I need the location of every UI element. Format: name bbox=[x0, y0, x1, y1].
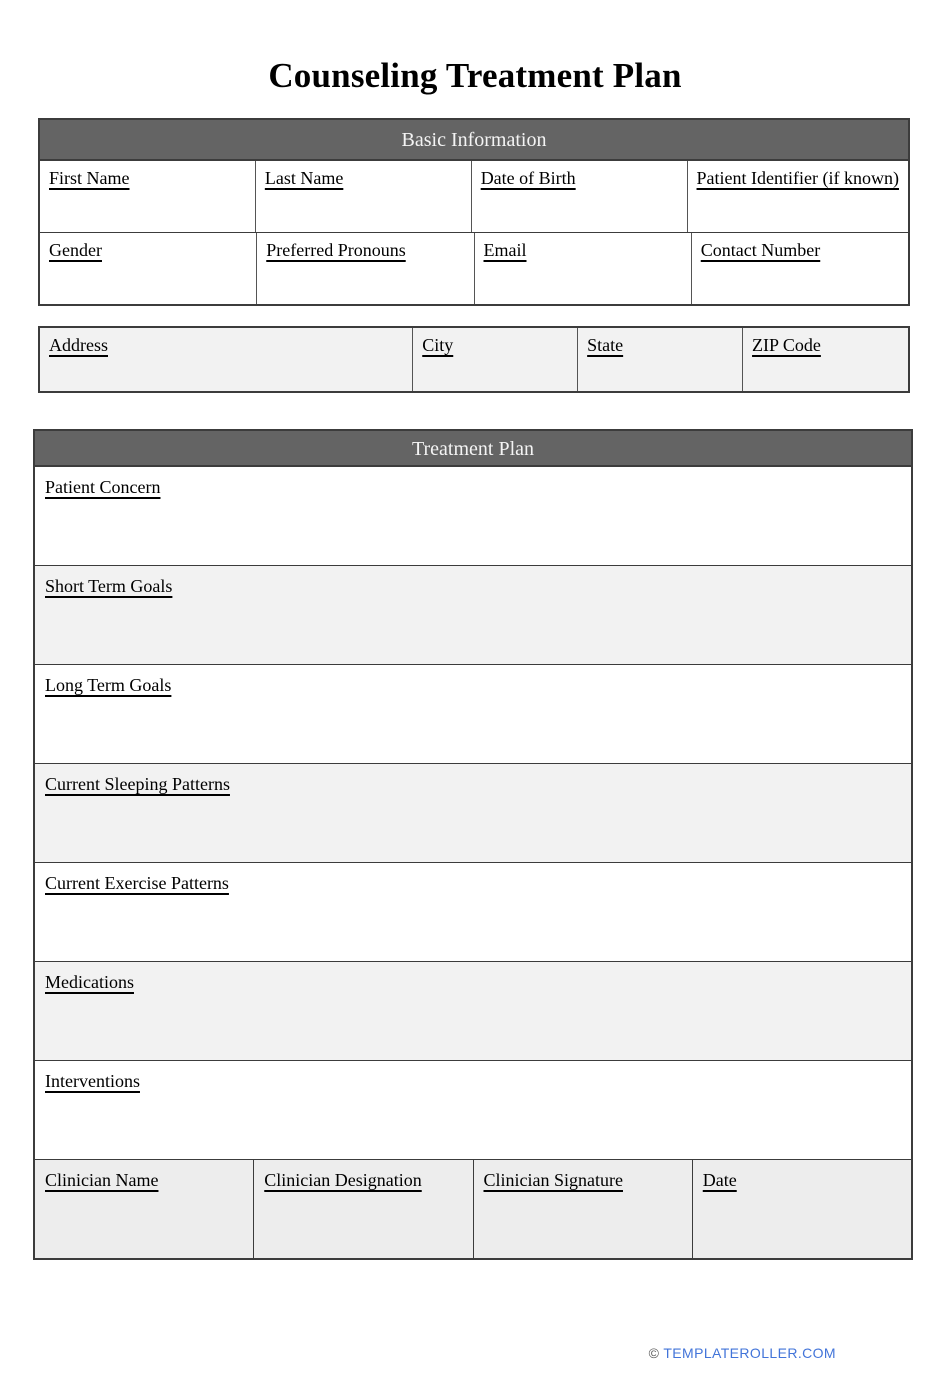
field-date-of-birth[interactable] bbox=[472, 161, 688, 232]
field-patient-concern[interactable] bbox=[35, 467, 911, 566]
copyright-symbol: © bbox=[648, 1345, 660, 1361]
treatment-plan-header: Treatment Plan bbox=[35, 431, 911, 467]
field-zip-code-label: ZIP Code bbox=[752, 335, 821, 355]
field-state-label: State bbox=[587, 335, 624, 355]
field-address[interactable] bbox=[40, 328, 413, 391]
field-gender-label: Gender bbox=[49, 240, 102, 260]
field-city[interactable] bbox=[413, 328, 578, 391]
field-clinician-signature[interactable] bbox=[474, 1160, 693, 1258]
field-last-name[interactable] bbox=[256, 161, 472, 232]
field-zip-code[interactable] bbox=[743, 328, 908, 391]
address-row bbox=[40, 328, 908, 391]
field-date-of-birth-label: Date of Birth bbox=[480, 168, 576, 188]
field-current-sleeping-patterns-label: Current Sleeping Patterns bbox=[45, 774, 230, 794]
field-address-label: Address bbox=[49, 335, 108, 355]
templateroller-link[interactable]: TEMPLATEROLLER.COM bbox=[663, 1345, 836, 1361]
field-patient-concern-label: Patient Concern bbox=[45, 477, 161, 497]
field-preferred-pronouns[interactable] bbox=[257, 233, 474, 304]
field-gender[interactable] bbox=[40, 233, 257, 304]
field-first-name[interactable] bbox=[40, 161, 256, 232]
basic-info-row-2 bbox=[40, 233, 908, 304]
field-current-exercise-patterns[interactable] bbox=[35, 863, 911, 962]
field-clinician-name[interactable] bbox=[35, 1160, 254, 1258]
field-contact-number[interactable] bbox=[692, 233, 908, 304]
field-long-term-goals-label: Long Term Goals bbox=[45, 675, 172, 695]
clinician-row bbox=[35, 1160, 911, 1258]
field-last-name-label: Last Name bbox=[264, 168, 344, 188]
basic-info-row-1 bbox=[40, 161, 908, 233]
footer bbox=[649, 1345, 836, 1361]
field-patient-identifier-label: Patient Identifier (if known) bbox=[696, 168, 899, 188]
field-clinician-designation-label: Clinician Designation bbox=[264, 1170, 422, 1190]
field-medications-label: Medications bbox=[45, 972, 134, 992]
address-table bbox=[38, 326, 910, 393]
field-clinician-designation[interactable] bbox=[254, 1160, 473, 1258]
field-first-name-label: First Name bbox=[49, 168, 130, 188]
field-preferred-pronouns-label: Preferred Pronouns bbox=[266, 240, 406, 260]
field-interventions[interactable] bbox=[35, 1061, 911, 1160]
basic-information-table bbox=[38, 118, 910, 306]
field-state[interactable] bbox=[578, 328, 743, 391]
field-clinician-name-label: Clinician Name bbox=[45, 1170, 159, 1190]
field-contact-number-label: Contact Number bbox=[700, 240, 821, 260]
field-medications[interactable] bbox=[35, 962, 911, 1061]
treatment-plan-rows bbox=[35, 467, 911, 1160]
field-short-term-goals[interactable] bbox=[35, 566, 911, 665]
field-city-label: City bbox=[422, 335, 454, 355]
field-current-sleeping-patterns[interactable] bbox=[35, 764, 911, 863]
field-email[interactable] bbox=[475, 233, 692, 304]
field-date-label: Date bbox=[702, 1170, 737, 1190]
field-interventions-label: Interventions bbox=[45, 1071, 140, 1091]
page-title: Counseling Treatment Plan bbox=[268, 56, 682, 95]
field-short-term-goals-label: Short Term Goals bbox=[45, 576, 173, 596]
field-patient-identifier[interactable] bbox=[688, 161, 908, 232]
treatment-plan-table bbox=[33, 429, 913, 1260]
basic-information-header: Basic Information bbox=[40, 120, 908, 161]
field-email-label: Email bbox=[483, 240, 527, 260]
field-date[interactable] bbox=[693, 1160, 911, 1258]
field-current-exercise-patterns-label: Current Exercise Patterns bbox=[45, 873, 229, 893]
field-clinician-signature-label: Clinician Signature bbox=[483, 1170, 623, 1190]
field-long-term-goals[interactable] bbox=[35, 665, 911, 764]
